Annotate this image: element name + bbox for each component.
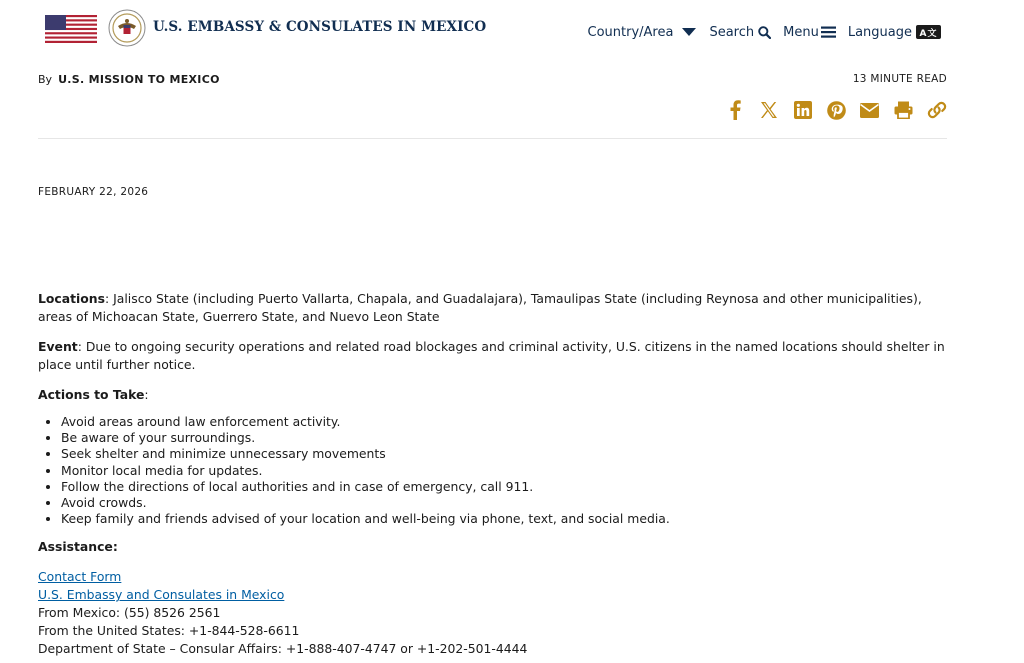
author-link[interactable]: U.S. MISSION TO MEXICO: [58, 73, 220, 86]
linkedin-icon: [794, 101, 812, 119]
actions-colon: :: [144, 387, 149, 402]
search-label: Search: [709, 24, 755, 40]
copy-link-button[interactable]: [926, 99, 948, 121]
list-item: • Avoid crowds.: [61, 495, 950, 511]
assistance-block: [38, 568, 950, 658]
assistance-label: Assistance:: [38, 539, 118, 555]
caret-down-icon: [681, 27, 697, 37]
phone-dos: Department of State – Consular Affairs: +1-888-407-4747 or +1-202-501-4444: [38, 641, 528, 657]
x-share-button[interactable]: [758, 99, 780, 121]
print-icon: [894, 101, 913, 119]
list-item: • Follow the directions of local authorities and in case of emergency, call 911.: [61, 479, 950, 495]
locations-paragraph: [38, 290, 950, 326]
event-paragraph: [38, 338, 950, 374]
main-nav: [588, 22, 941, 42]
read-time: 13 MINUTE READ: [852, 73, 947, 85]
us-flag-icon[interactable]: [45, 15, 97, 43]
hamburger-icon: [821, 26, 836, 38]
event-label: Event: [38, 339, 78, 354]
event-text: : Due to ongoing security operations and related road blockages and criminal activity, U.S. citizens in the named locations should shelter in place until further notice.: [38, 339, 945, 372]
link-icon: [926, 100, 948, 120]
actions-list: [38, 414, 950, 527]
by-label: By: [38, 73, 53, 86]
phone-us: From the United States: +1-844-528-6611: [38, 623, 300, 639]
linkedin-share-button[interactable]: [792, 99, 814, 121]
pinterest-share-button[interactable]: [825, 99, 847, 121]
country-area-dropdown[interactable]: [588, 25, 698, 40]
list-item: • Keep family and friends advised of your location and well-being via phone, text, and social media.: [61, 511, 950, 527]
department-seal-icon[interactable]: [108, 9, 146, 47]
header-divider: [38, 138, 947, 139]
language-label: Language: [847, 24, 912, 40]
list-item: • Seek shelter and minimize unnecessary movements: [61, 446, 950, 462]
publish-date: FEBRUARY 22, 2026: [38, 186, 149, 198]
list-item: • Avoid areas around law enforcement activity.: [61, 414, 950, 430]
byline: [38, 73, 220, 86]
site-header: [0, 0, 1024, 62]
x-icon: [760, 101, 778, 119]
site-title[interactable]: U.S. EMBASSY & CONSULATES IN MEXICO: [153, 19, 487, 35]
share-bar: [713, 99, 948, 121]
list-item: • Be aware of your surroundings.: [61, 430, 950, 446]
country-area-label: Country/Area: [587, 24, 674, 40]
phone-mexico: From Mexico: (55) 8526 2561: [38, 605, 221, 621]
actions-label: Actions to Take: [38, 387, 145, 402]
search-icon: [758, 26, 771, 39]
list-item: • Monitor local media for updates.: [61, 463, 950, 479]
locations-text: : Jalisco State (including Puerto Vallarta, Chapala, and Guadalajara), Tamaulipas State (including Reynosa and other municipalities), areas of Michoacan State, Guerrero State, and Nuevo Leon State: [38, 291, 922, 324]
language-button[interactable]: [848, 25, 941, 40]
menu-label: Menu: [783, 24, 819, 40]
article-body: [38, 290, 950, 658]
locations-label: Locations: [38, 291, 105, 306]
menu-button[interactable]: [783, 25, 836, 40]
contact-form-link[interactable]: Contact Form: [38, 569, 122, 585]
email-icon: [860, 103, 879, 118]
facebook-icon: [729, 100, 741, 120]
pinterest-icon: [827, 101, 846, 120]
actions-heading: [38, 386, 950, 404]
facebook-share-button[interactable]: [724, 99, 746, 121]
embassy-link[interactable]: U.S. Embassy and Consulates in Mexico: [38, 587, 285, 603]
translate-icon: A文: [916, 25, 941, 39]
assistance-heading: [38, 538, 950, 556]
email-share-button[interactable]: [859, 99, 881, 121]
search-button[interactable]: [709, 25, 771, 40]
print-button[interactable]: [892, 99, 914, 121]
